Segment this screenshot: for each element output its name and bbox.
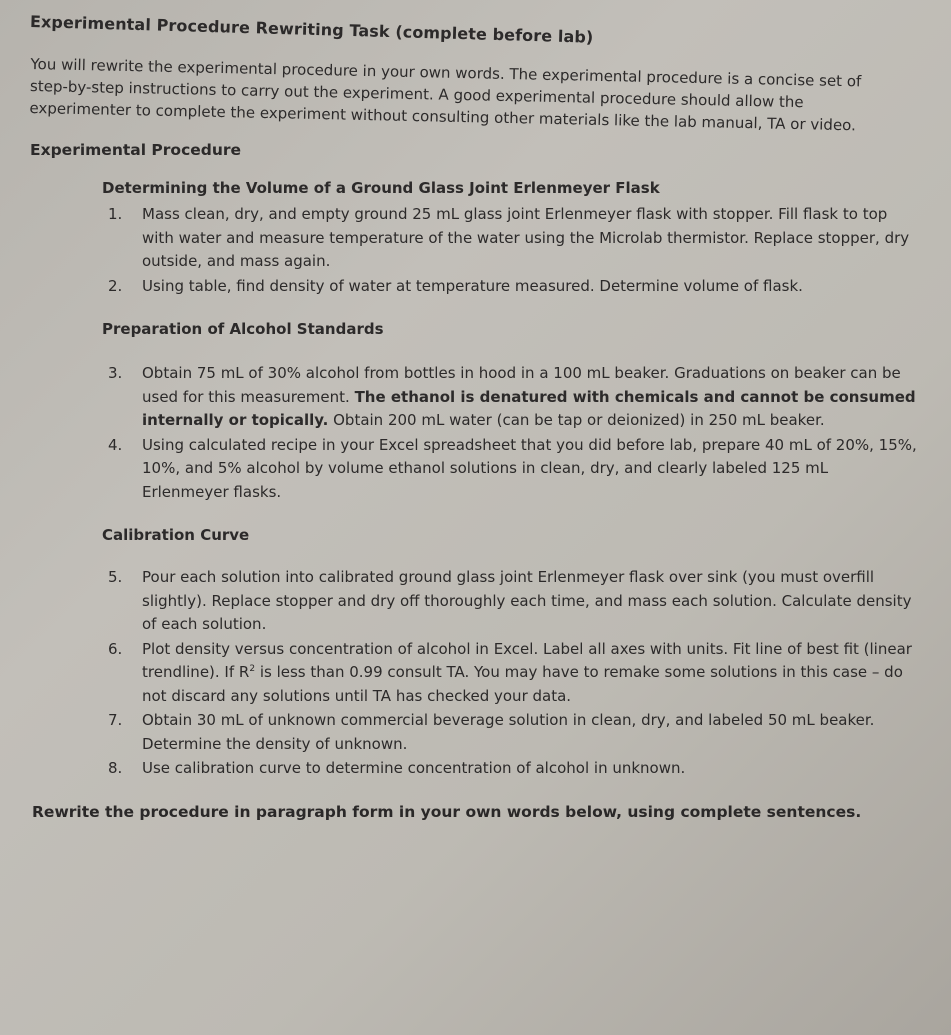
step-number: 4. xyxy=(108,435,123,454)
step-item xyxy=(102,362,919,433)
step-text: Using calculated recipe in your Excel spreadsheet that you did before lab, prepare 40 mL of 20%, 15%, 10%, and 5% alcohol by volume ethanol solutions in clean, dry, and clearly labeled 125 mL Erlenmeyer flasks. xyxy=(142,435,917,501)
section-heading-alcohol-standards: Preparation of Alcohol Standards xyxy=(102,320,384,338)
step-text: Plot density versus concentration of alcohol in Excel. Label all axes with units. Fit line of best fit (linear trendline). If R xyxy=(142,639,912,681)
steps-alcohol-standards xyxy=(102,362,919,504)
step-text: Obtain 75 mL of 30% alcohol from bottles in hood in a 100 mL beaker. Graduations on beaker can be used for this measurement. xyxy=(142,364,901,406)
superscript: 2 xyxy=(249,664,256,674)
procedure-body xyxy=(102,179,919,781)
task-title: Experimental Procedure Rewriting Task (complete before lab) xyxy=(29,12,594,47)
step-text: Obtain 200 mL water (can be tap or deionized) in 250 mL beaker. xyxy=(333,411,825,429)
step-item xyxy=(102,203,919,274)
step-number: 8. xyxy=(108,759,123,777)
step-text: Obtain 30 mL of unknown commercial beverage solution in clean, dry, and labeled 50 mL beaker. Determine the density of unknown. xyxy=(142,711,875,753)
step-number: 1. xyxy=(108,205,123,223)
steps-flask-volume xyxy=(102,203,919,298)
step-item xyxy=(102,434,919,505)
safety-warning: The ethanol is denatured with chemicals and cannot be consumed internally or topically. xyxy=(142,387,916,429)
step-item xyxy=(102,275,919,299)
step-text: is less than 0.99 consult TA. You may have to remake some solutions in this case – do not discard any solutions until TA has checked your data. xyxy=(142,663,903,705)
procedure-title: Experimental Procedure xyxy=(30,141,242,159)
rewrite-instruction: Rewrite the procedure in paragraph form in your own words below, using complete sentences. xyxy=(32,802,862,821)
step-number: 3. xyxy=(108,364,123,382)
step-item xyxy=(102,757,919,781)
step-number: 7. xyxy=(108,711,123,729)
step-item xyxy=(102,566,919,637)
section-heading-calibration-curve: Calibration Curve xyxy=(102,526,250,544)
steps-calibration-curve xyxy=(102,566,919,781)
section-heading-flask-volume: Determining the Volume of a Ground Glass Joint Erlenmeyer Flask xyxy=(102,179,660,197)
step-number: 5. xyxy=(108,568,123,586)
step-number: 6. xyxy=(108,639,123,658)
step-item xyxy=(102,638,919,709)
step-number: 2. xyxy=(108,276,123,295)
step-text: Use calibration curve to determine concentration of alcohol in unknown. xyxy=(142,759,686,777)
step-text: Mass clean, dry, and empty ground 25 mL glass joint Erlenmeyer flask with stopper. Fill flask to top with water and measure temperature of the water using the Microlab thermistor. Replace stopper, dry outside, and mass again. xyxy=(142,205,910,270)
task-intro: You will rewrite the experimental procedure in your own words. The experimental procedure is a concise set of step-by-step instructions to carry out the experiment. A good experimental procedure should allow the experimenter to complete the experiment without consulting other materials like the lab manual, TA or video. xyxy=(29,55,862,135)
step-text: Using table, find density of water at temperature measured. Determine volume of flask. xyxy=(142,276,803,295)
step-text: Pour each solution into calibrated ground glass joint Erlenmeyer flask over sink (you must overfill slightly). Replace stopper and dry off thoroughly each time, and mass each solution. Calculate density of each solution. xyxy=(142,568,912,633)
step-item xyxy=(102,709,919,756)
